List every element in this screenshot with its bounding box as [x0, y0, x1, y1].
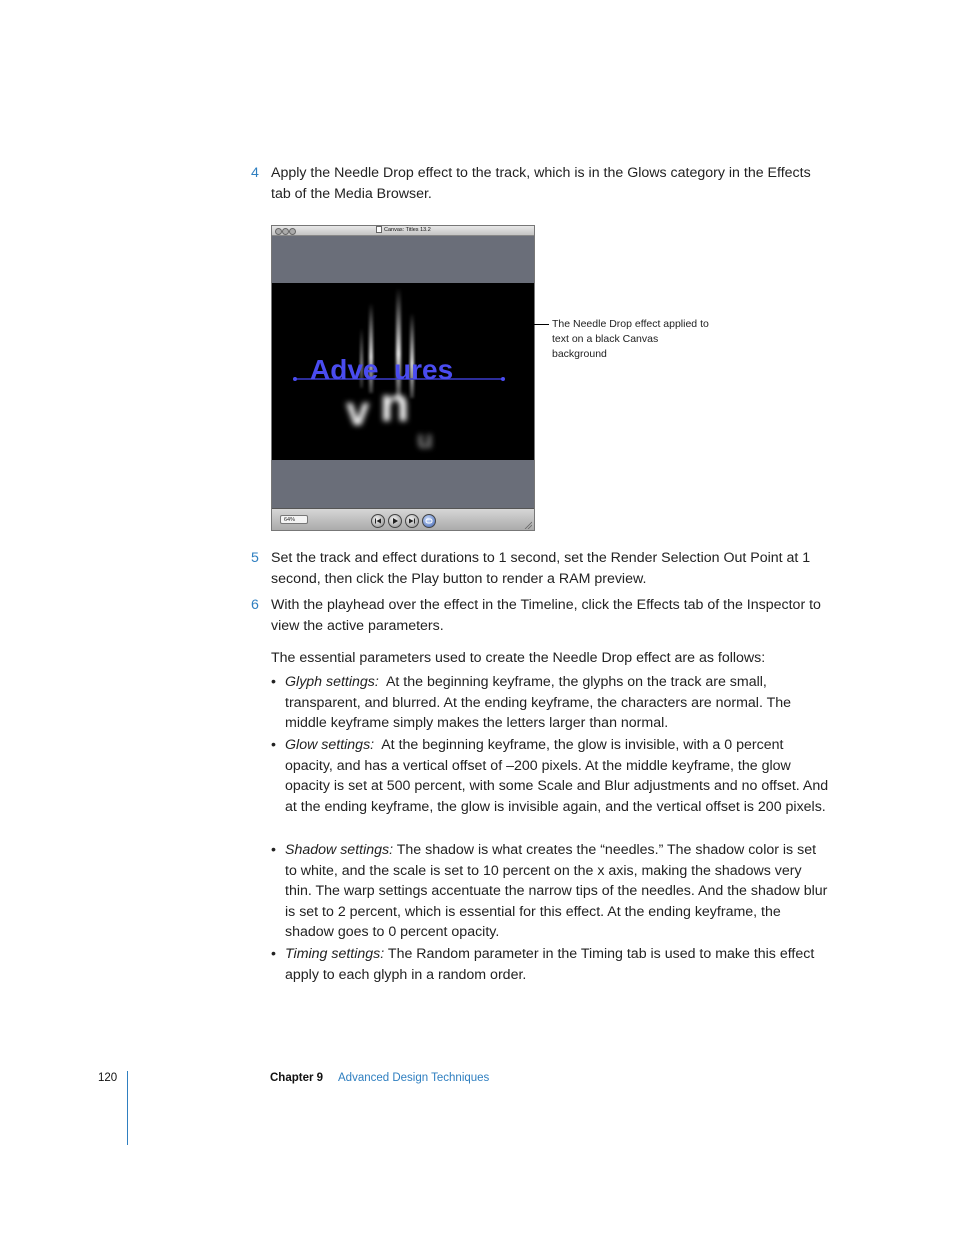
play-icon [391, 517, 399, 525]
canvas-gray-area-bottom [272, 460, 534, 508]
bullet-dot: • [271, 842, 276, 858]
bullet-timing-settings [271, 944, 831, 985]
needle-drop-effect-graphic [272, 283, 534, 460]
close-window-icon [275, 228, 282, 235]
bullet-label: Shadow settings: [285, 842, 394, 858]
play-button[interactable] [388, 514, 402, 528]
chapter-label: Chapter 9 [270, 1072, 324, 1084]
step-text: Apply the Needle Drop effect to the track, which is in the Glows category in the Effects tab of the Media Browser. [271, 165, 811, 202]
bullet-text: The shadow is what creates the “needles.” The shadow color is set to white, and the scale is set to 10 percent on the x axis, making the shadows very thin. The warp settings accentuate the narrow tips of the needles. And the shadow blur is set to 2 percent, which is essential for this effect. At the ending keyframe, the shadow goes to 0 percent opacity. [285, 842, 828, 940]
step-5 [251, 548, 826, 589]
callout-leader-line [533, 324, 549, 325]
window-title: Canvas: Titles 13.2 [376, 226, 431, 235]
zoom-window-icon [289, 228, 296, 235]
go-to-start-button[interactable] [371, 514, 385, 528]
bullet-text: The Random parameter in the Timing tab is used to make this effect apply to each glyph in a random order. [285, 946, 815, 983]
step-text: Set the track and effect durations to 1 second, set the Render Selection Out Point at 1 second, then click the Play button to render a RAM preview. [271, 550, 811, 587]
chapter-title: Advanced Design Techniques [338, 1072, 490, 1084]
go-to-end-button[interactable] [405, 514, 419, 528]
step-number: 4 [251, 165, 259, 181]
bullet-glow-settings [271, 735, 831, 817]
bullet-shadow-settings [271, 840, 831, 943]
bullet-label: Timing settings: [285, 946, 385, 962]
go-to-start-icon [374, 517, 382, 525]
bullet-label: Glow settings: [285, 737, 375, 753]
loop-icon [425, 517, 433, 525]
go-to-end-icon [408, 517, 416, 525]
bullet-dot: • [271, 674, 276, 690]
step-number: 6 [251, 597, 259, 613]
blurred-glyph: u [417, 424, 433, 454]
zoom-level-select[interactable]: 64% [280, 515, 308, 524]
step-6 [251, 595, 826, 636]
loop-button[interactable] [422, 514, 436, 528]
step-4 [251, 163, 826, 204]
parameters-intro: The essential parameters used to create the Needle Drop effect are as follows: [271, 650, 766, 666]
document-icon [376, 226, 382, 233]
bullet-text: At the beginning keyframe, the glyphs on the track are small, transparent, and blurred. At the ending keyframe, the characters are normal. The middle keyframe simply makes the letters larger than normal. [285, 674, 792, 731]
title-text-glyphs: Adve ures [310, 354, 454, 385]
window-titlebar [272, 226, 534, 236]
resize-grip-icon[interactable] [524, 521, 532, 529]
bullet-label: Glyph settings: [285, 674, 379, 690]
blurred-glyph: v [346, 387, 370, 434]
minimize-window-icon [282, 228, 289, 235]
canvas-window-screenshot [271, 225, 535, 531]
bullet-dot: • [271, 946, 276, 962]
figure-callout: The Needle Drop effect applied to text on a black Canvas background [552, 318, 709, 360]
bullet-glyph-settings [271, 672, 831, 734]
text-handle-right [501, 377, 505, 381]
page-number: 120 [98, 1072, 118, 1084]
bullet-text: At the beginning keyframe, the glow is invisible, with a 0 percent opacity, and has a vertical offset of –200 pixels. At the middle keyframe, the glow opacity is set at 500 percent, with some Scale and Blur adjustments and no offset. And at the ending keyframe, the glow is invisible again, and the vertical offset is 200 pixels. [285, 737, 829, 815]
footer-rule [127, 1071, 128, 1145]
text-handle-left [293, 377, 297, 381]
canvas-gray-area-top [272, 236, 534, 283]
canvas-black-background [272, 283, 534, 460]
bullet-dot: • [271, 737, 276, 753]
step-number: 5 [251, 550, 259, 566]
blurred-glyph: n [380, 379, 410, 432]
step-text: With the playhead over the effect in the Timeline, click the Effects tab of the Inspector to view the active parameters. [271, 597, 821, 634]
canvas-toolbar [272, 508, 534, 531]
